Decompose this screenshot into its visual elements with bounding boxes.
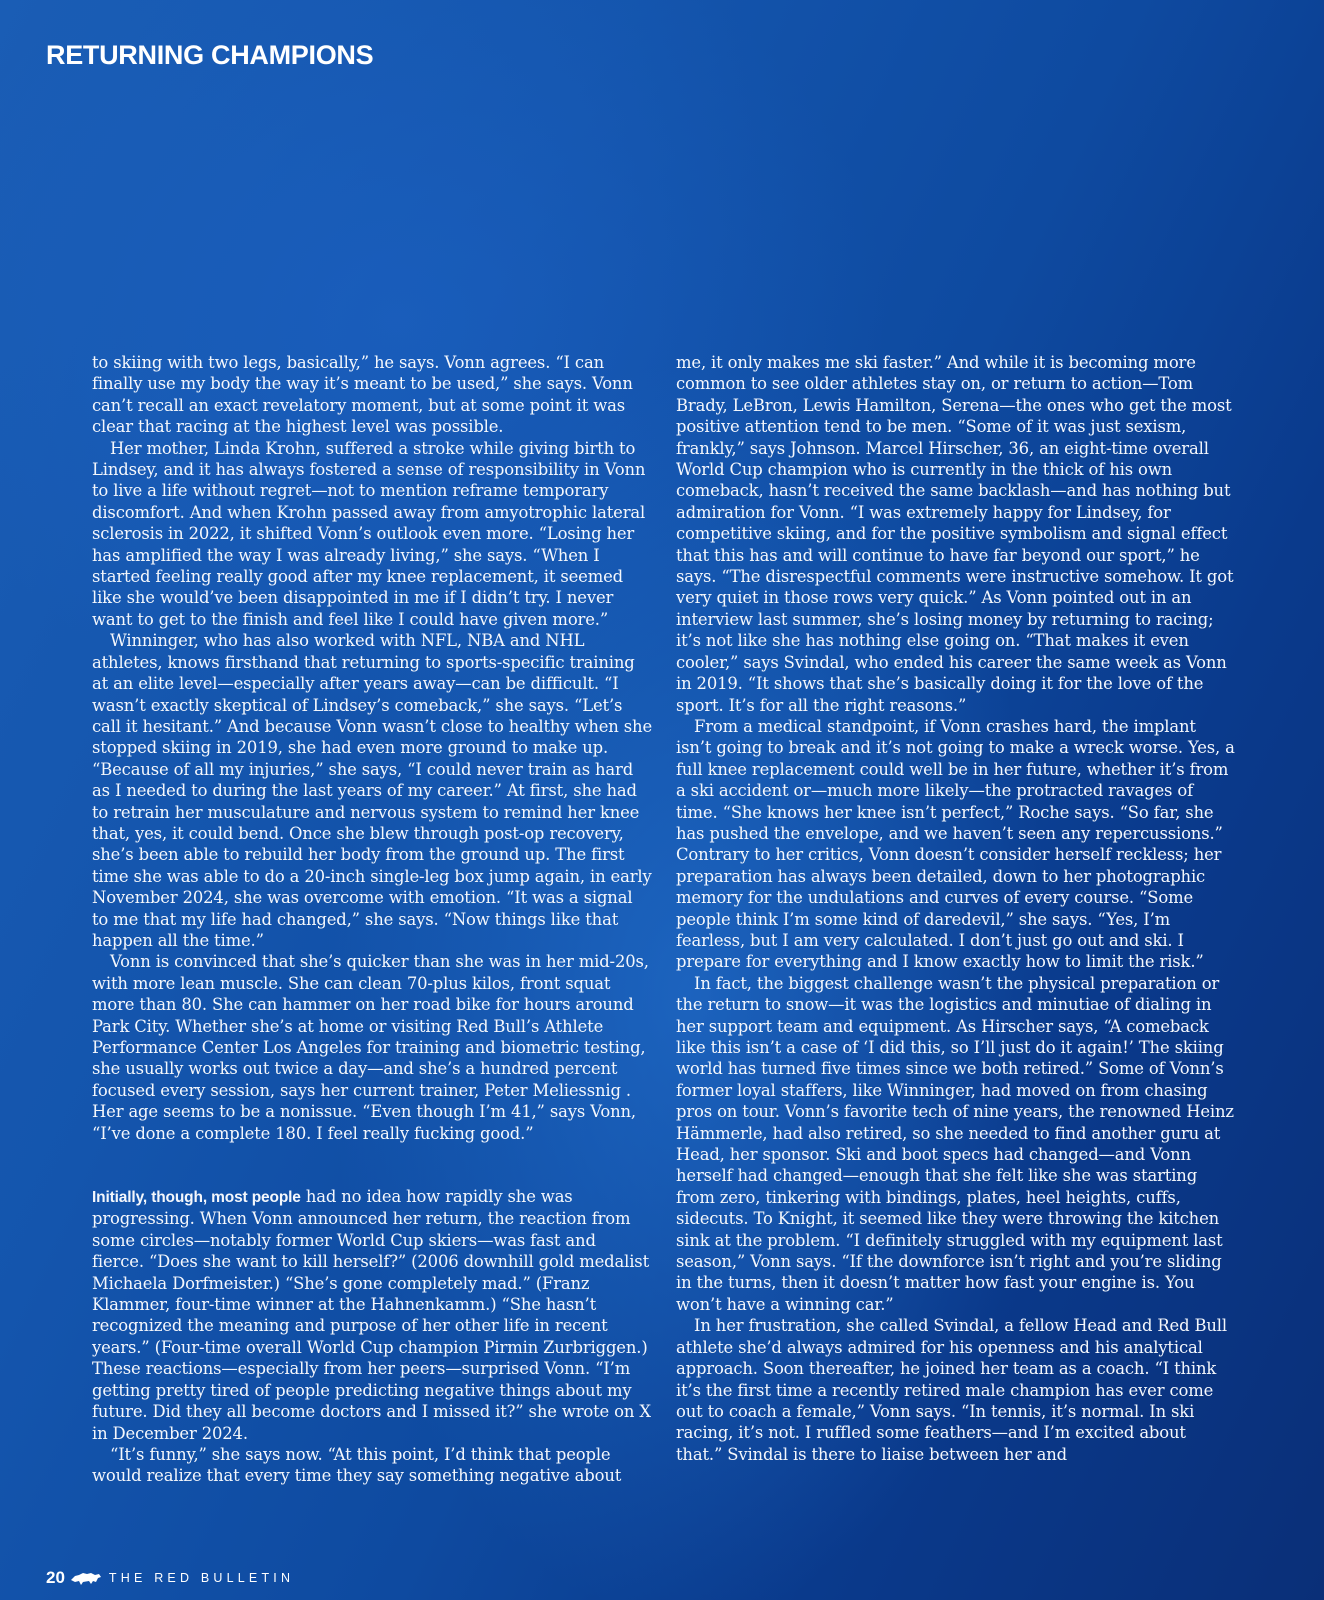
page-number: 20 (46, 1568, 65, 1587)
paragraph: Winninger, who has also worked with NFL, NBA and NHL athletes, knows firsthand that returning to sports-specific training at an elite level—especially after years away—can be difficult. “I wasn’t exactly skeptical of Lindsey’s comeback,” she says. “Let’s call it hesitant.” And because Vonn wasn’t close to healthy when she stopped skiing in 2019, she had even more ground to make up. “Because of all my injuries,” she says, “I could never train as hard as I needed to during the last years of my career.” At first, she had to retrain her musculature and nervous system to remind her knee that, yes, it could bend. Once she blew through post-op recovery, she’s been able to rebuild her body from the ground up. The first time she was able to do a 20-inch single-leg box jump again, in early November 2024, she was overcome with emotion. “It was a signal to me that my life had changed,” she says. “Now things like that happen all the time.” (92, 631, 652, 950)
right-column (676, 352, 1236, 1465)
paragraph: “It’s funny,” she says now. “At this point, I’d think that people would realize that every time they say something negative about (92, 1444, 622, 1486)
lead-in: Initially, though, most people (92, 1189, 301, 1207)
paragraph: Vonn is convinced that she’s quicker than she was in her mid-20s, with more lean muscle. She can clean 70-plus kilos, front squat more than 80. She can hammer on her road bike for hours around Park City. Whether she’s at home or visiting Red Bull’s Athlete Performance Center Los Angeles for training and biometric testing, she usually works out twice a day—and she’s a hundred percent focused every session, says her current trainer, Peter Meliessnig . Her age seems to be a nonissue. “Even though I’m 41,” says Vonn, “I’ve done a complete 180. I feel really fucking good.” (92, 952, 649, 1143)
section-header: RETURNING CHAMPIONS (46, 40, 374, 70)
paragraph: In fact, the biggest challenge wasn’t the physical preparation or the return to snow—it was the logistics and minutiae of dialing in her support team and equipment. As Hirscher says, “A comeback like this isn’t a case of ‘I did this, so I’ll just do it again!’ The skiing world has turned five times since we both retired.” Some of Vonn’s former loyal staffers, like Winninger, had moved on from chasing pros on tour. Vonn’s favorite tech of nine years, the renowned Heinz Hämmerle, had also retired, so she needed to find another guru at Head, her sponsor. Ski and boot specs had changed—and Vonn herself had changed—enough that she felt like she was starting from zero, tinkering with bindings, plates, heel heights, cuffs, sidecuts. To Knight, it seemed like they were throwing the kitchen sink at the problem. “I definitely struggled with my equipment last season,” Vonn says. “If the downforce isn’t right and you’re sliding in the turns, then it doesn’t matter how fast your engine is. You won’t have a winning car.” (676, 973, 1234, 1314)
paragraph: Her mother, Linda Krohn, suffered a stroke while giving birth to Lindsey, and it has always fostered a sense of responsibility in Vonn to live a life without regret—not to mention reframe temporary discomfort. And when Krohn passed away from amyotrophic lateral sclerosis in 2022, it shifted Vonn’s outlook even more. “Losing her has amplified the way I was already living,” she says. “When I started feeling really good after my knee replacement, it seemed like she would’ve been disappointed in me if I didn’t try. I never want to get to the finish and feel like I could have given more.” (92, 438, 646, 629)
bull-icon (69, 1570, 103, 1586)
page-footer (46, 1568, 294, 1588)
publication-name: THE RED BULLETIN (108, 1571, 295, 1585)
paragraph-body: had no idea how rapidly she was progressing. When Vonn announced her return, the reaction from some circles—notably former World Cup skiers—was fast and fierce. “Does she want to kill herself?” (2006 downhill gold medalist Michaela Dorfmeister.) “She’s gone completely mad.” (Franz Klammer, four-time winner at the Hahnenkamm.) “She hasn’t recognized the meaning and purpose of her other life in recent years.” (Four-time overall World Cup champion Pirmin Zurbriggen.) These reactions—especially from her peers—surprised Vonn. “I’m getting pretty tired of people predicting negative things about my future. Did they all become doctors and I missed it?” she wrote on X in December 2024. (92, 1187, 651, 1443)
paragraph: me, it only makes me ski faster.” And while it is becoming more common to see older athletes stay on, or return to action—Tom Brady, LeBron, Lewis Hamilton, Serena—the ones who get the most positive attention tend to be men. “Some of it was just sexism, frankly,” says Johnson. Marcel Hirscher, 36, an eight-time overall World Cup champion who is currently in the thick of his own comeback, hasn’t received the same backlash—and has nothing but admiration for Vonn. “I was extremely happy for Lindsey, for competitive skiing, and for the positive symbolism and signal effect that this has and will continue to have far beyond our sport,” he says. “The disrespectful comments were instructive somehow. It got very quiet in those rows very quick.” As Vonn pointed out in an interview last summer, she’s losing money by returning to racing; it’s not like she has nothing else going on. “That makes it even cooler,” says Svindal, who ended his career the same week as Vonn in 2019. “It shows that she’s basically doing it for the love of the sport. It’s for all the right reasons.” (676, 353, 1234, 715)
left-column (92, 352, 652, 1487)
paragraph: In her frustration, she called Svindal, a fellow Head and Red Bull athlete she’d always admired for his openness and his analytical approach. Soon thereafter, he joined her team as a coach. “I think it’s the first time a recently retired male champion has ever come out to coach a female,” Vonn says. “In tennis, it’s normal. In ski racing, it’s not. I ruffled some feathers—and I’m excited about that.” Svindal is there to liaise between her and (676, 1316, 1227, 1464)
paragraph: to skiing with two legs, basically,” he says. Vonn agrees. “I can finally use my body the way it’s meant to be used,” she says. Vonn can’t recall an exact revelatory moment, but at some point it was clear that racing at the highest level was possible. (92, 353, 633, 437)
section-paragraph (92, 1186, 652, 1444)
paragraph: From a medical standpoint, if Vonn crashes hard, the implant isn’t going to break and it’s not going to make a wreck worse. Yes, a full knee replacement could well be in her future, whether it’s from a ski accident or—much more likely—the protracted ravages of time. “She knows her knee isn’t perfect,” Roche says. “So far, she has pushed the envelope, and we haven’t seen any repercussions.” Contrary to her critics, Vonn doesn’t consider herself reckless; her preparation has always been detailed, down to her photographic memory for the undulations and curves of every course. “Some people think I’m some kind of daredevil,” she says. “Yes, I’m fearless, but I am very calculated. I don’t just go out and ski. I prepare for everything and I know exactly how to limit the risk.” (676, 716, 1235, 972)
